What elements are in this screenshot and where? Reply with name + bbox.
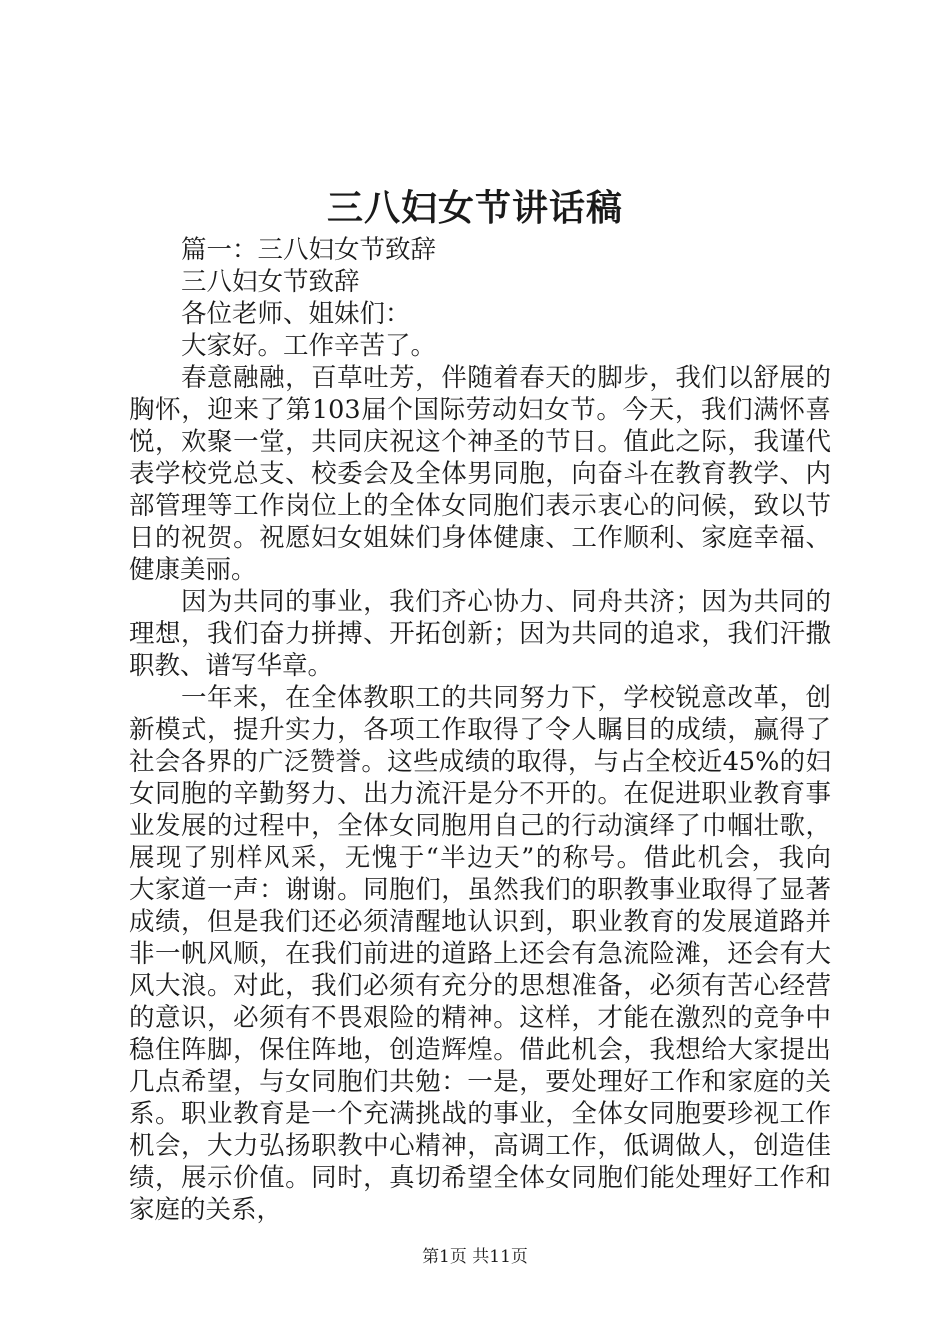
text-line: 职教、谱写华章。	[129, 651, 334, 681]
text-line: 大家好。工作辛苦了。	[181, 331, 437, 361]
text-line: 悦，欢聚一堂，共同庆祝这个神圣的节日。值此之际，我谨代	[129, 427, 831, 457]
document-body	[129, 234, 831, 1226]
text-line: 展现了别样风采，无愧于“半边天”的称号。借此机会，我向	[129, 843, 831, 873]
text-line: 风大浪。对此，我们必须有充分的思想准备，必须有苦心经营	[129, 971, 831, 1001]
text-line: 因为共同的事业，我们齐心协力、同舟共济；因为共同的	[181, 587, 831, 617]
text-line: 胸怀，迎来了第103届个国际劳动妇女节。今天，我们满怀喜	[129, 395, 831, 425]
text-line: 业发展的过程中，全体女同胞用自己的行动演绎了巾帼壮歌，	[129, 811, 831, 841]
text-line: 几点希望，与女同胞们共勉：一是，要处理好工作和家庭的关	[129, 1067, 831, 1097]
text-line: 各位老师、姐妹们：	[181, 299, 411, 329]
text-line: 社会各界的广泛赞誉。这些成绩的取得，与占全校近45%的妇	[129, 747, 831, 777]
document-title: 三八妇女节讲话稿	[326, 187, 623, 229]
text-line: 日的祝贺。祝愿妇女姐妹们身体健康、工作顺利、家庭幸福、	[129, 523, 831, 553]
text-line: 成绩，但是我们还必须清醒地认识到，职业教育的发展道路并	[129, 907, 831, 937]
page-number-footer: 第1页 共11页	[422, 1247, 528, 1267]
text-line: 大家道一声：谢谢。同胞们，虽然我们的职教事业取得了显著	[129, 875, 831, 905]
text-line: 一年来，在全体教职工的共同努力下，学校锐意改革，创	[181, 683, 831, 713]
text-line: 春意融融，百草吐芳，伴随着春天的脚步，我们以舒展的	[181, 363, 831, 393]
text-line: 的意识，必须有不畏艰险的精神。这样，才能在激烈的竞争中	[129, 1003, 831, 1033]
text-line: 理想，我们奋力拼搏、开拓创新；因为共同的追求，我们汗撒	[129, 619, 831, 649]
text-line: 三八妇女节致辞	[181, 267, 360, 297]
text-line: 绩，展示价值。同时，真切希望全体女同胞们能处理好工作和	[129, 1163, 831, 1193]
text-line: 新模式，提升实力，各项工作取得了令人瞩目的成绩，赢得了	[129, 715, 831, 745]
text-line: 系。职业教育是一个充满挑战的事业，全体女同胞要珍视工作	[129, 1099, 831, 1129]
text-line: 机会，大力弘扬职教中心精神，高调工作，低调做人，创造佳	[129, 1131, 831, 1161]
text-line: 篇一：三八妇女节致辞	[181, 235, 437, 265]
text-line: 部管理等工作岗位上的全体女同胞们表示衷心的问候，致以节	[129, 491, 831, 521]
text-line: 女同胞的辛勤努力、出力流汗是分不开的。在促进职业教育事	[129, 779, 831, 809]
text-line: 表学校党总支、校委会及全体男同胞，向奋斗在教育教学、内	[129, 459, 831, 489]
text-line: 非一帆风顺，在我们前进的道路上还会有急流险滩，还会有大	[129, 939, 831, 969]
text-line: 家庭的关系，	[129, 1195, 283, 1225]
text-line: 健康美丽。	[129, 555, 257, 585]
text-line: 稳住阵脚，保住阵地，创造辉煌。借此机会，我想给大家提出	[129, 1035, 831, 1065]
